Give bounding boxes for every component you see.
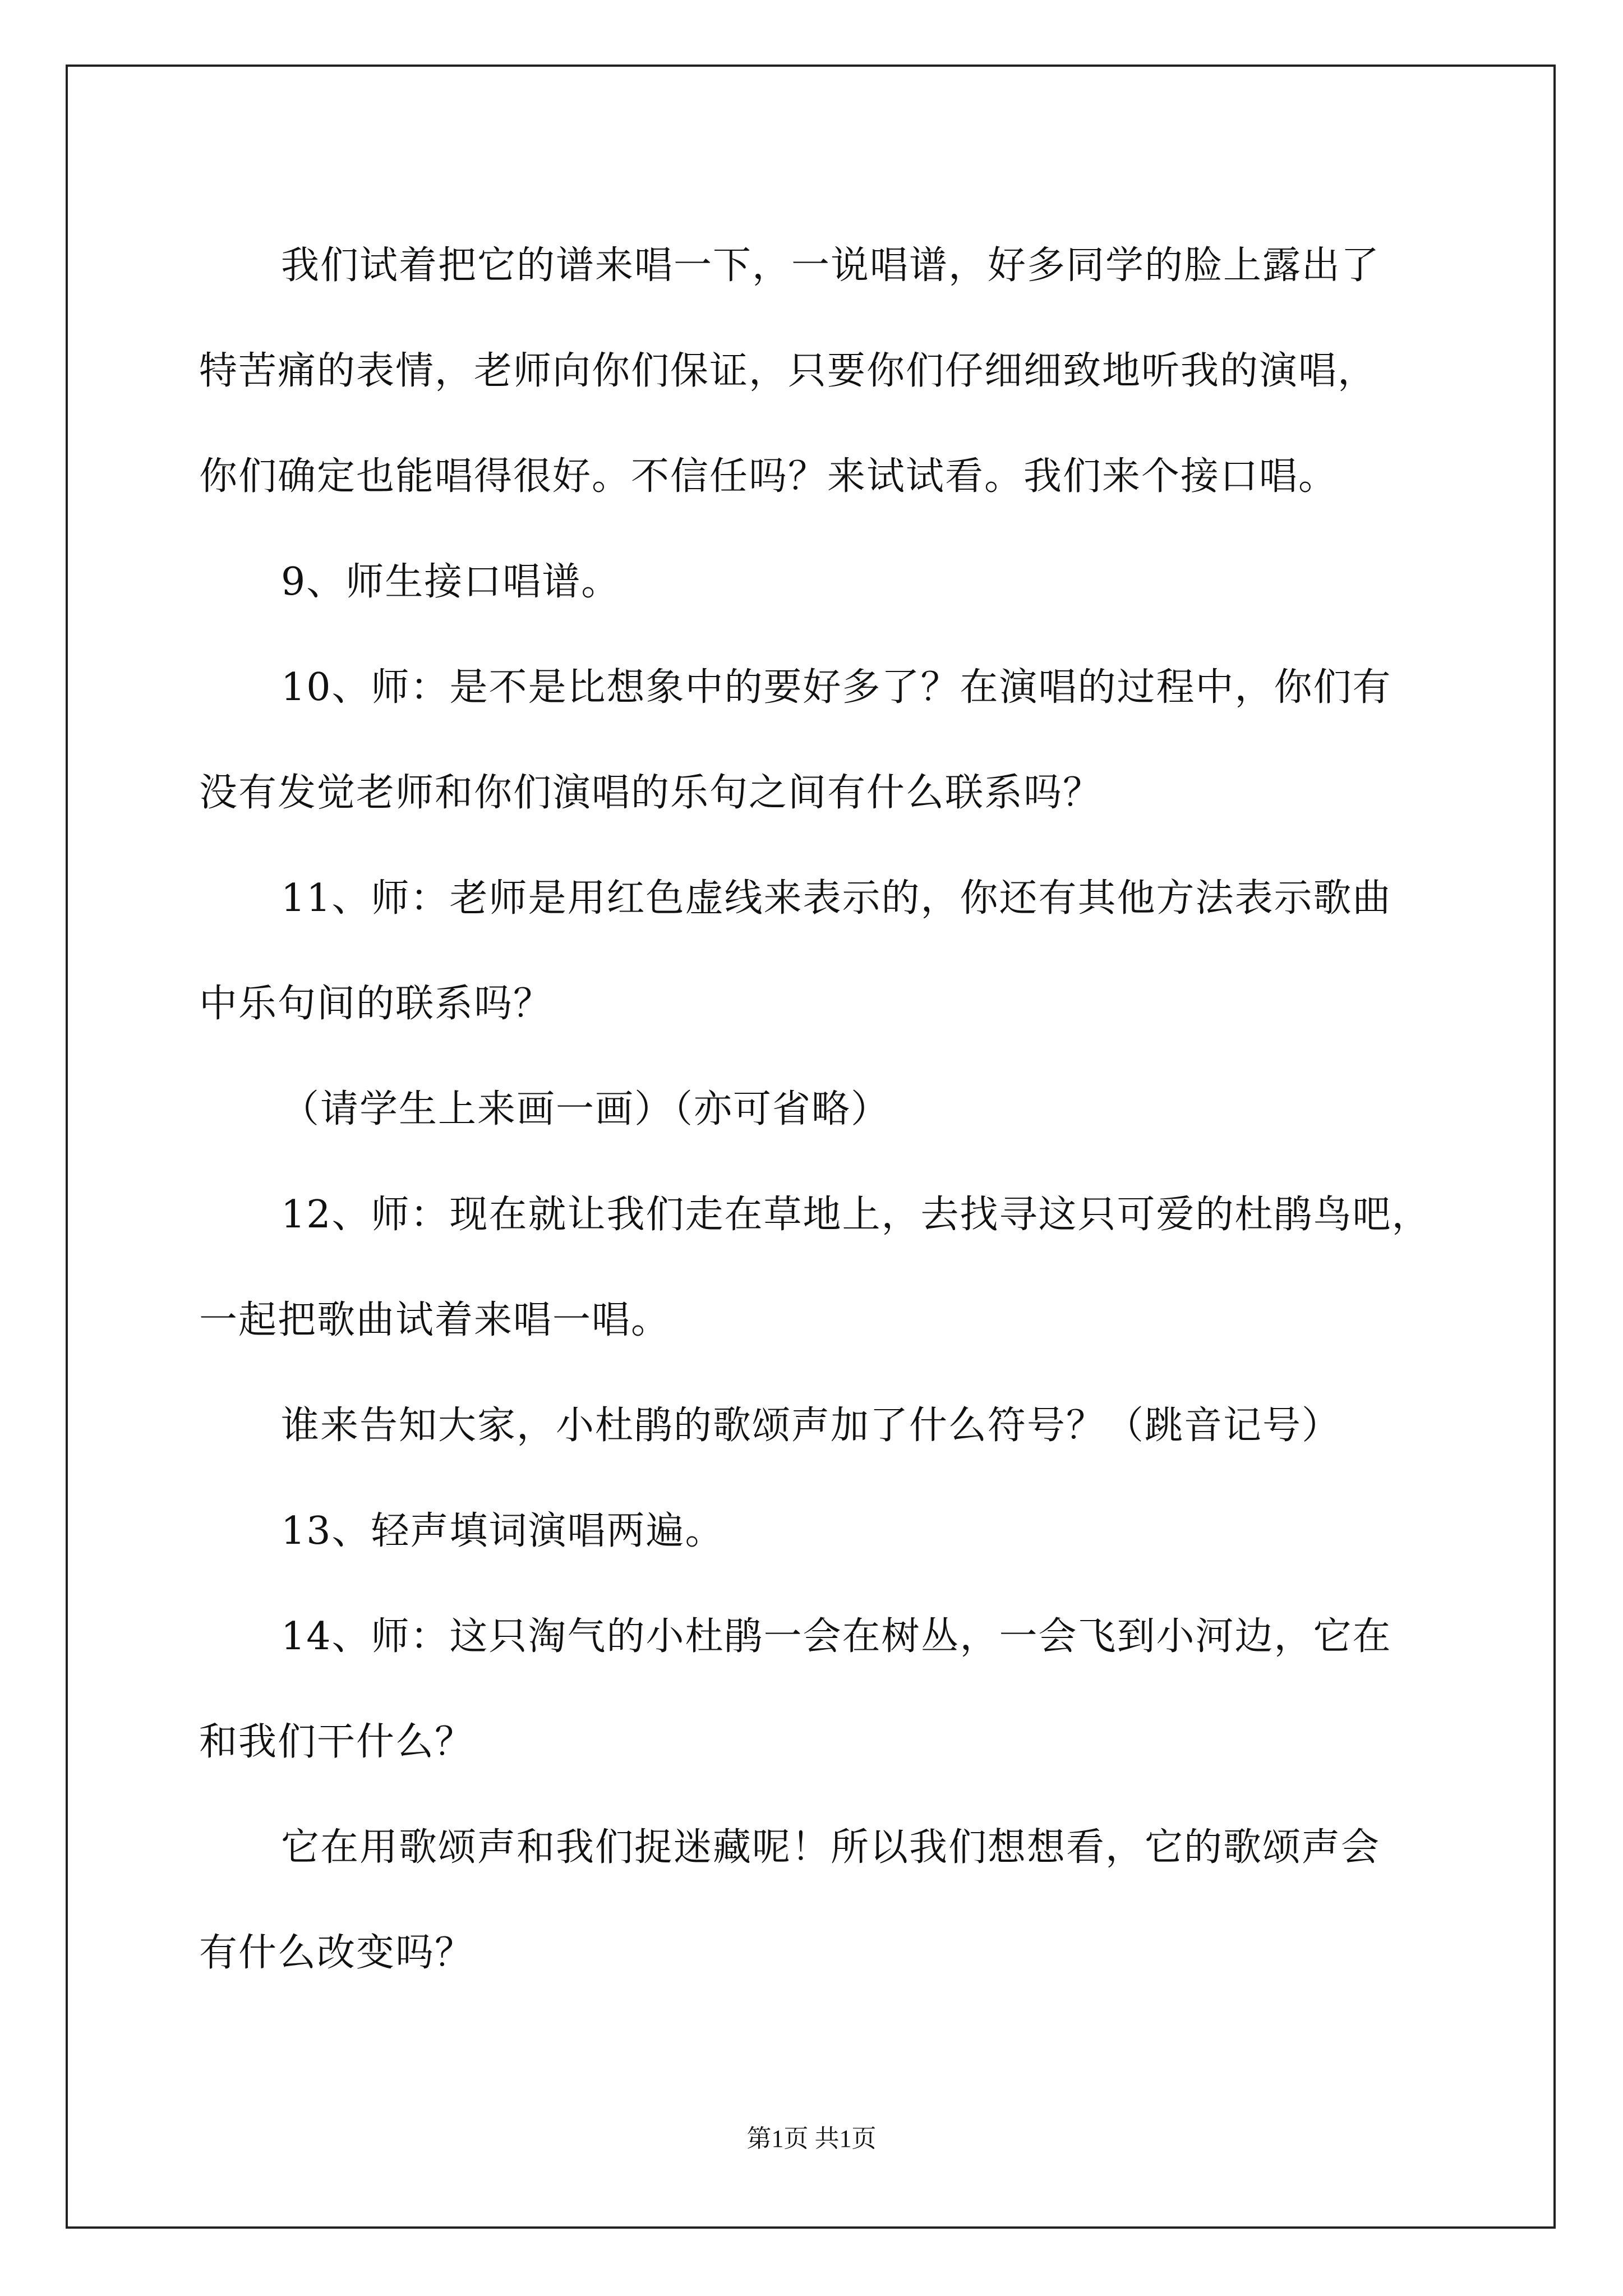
text-line: 我们试着把它的谱来唱一下，一说唱谱，好多同学的脸上露出了 [281, 243, 1381, 288]
text-line: 10、师：是不是比想象中的要好多了？在演唱的过程中，你们有 [281, 665, 1392, 710]
text-line: 14、师：这只淘气的小杜鹃一会在树丛，一会飞到小河边，它在 [281, 1614, 1392, 1659]
text-line: 特苦痛的表情，老师向你们保证，只要你们仔细细致地听我的演唱， [199, 349, 1377, 393]
page-number-footer: 第1页 共1页 [746, 2125, 877, 2152]
text-line: 你们确定也能唱得很好。不信任吗？来试试看。我们来个接口唱。 [199, 454, 1338, 499]
text-line: 它在用歌颂声和我们捉迷藏呢！所以我们想想看，它的歌颂声会 [281, 1825, 1381, 1870]
text-line: 和我们干什么？ [199, 1720, 474, 1764]
text-line: 有什么改变吗？ [199, 1931, 474, 1975]
text-line: 谁来告知大家，小杜鹃的歌颂声加了什么符号？（跳音记号） [281, 1404, 1341, 1448]
text-line: 中乐句间的联系吗？ [199, 982, 553, 1026]
text-line: 11、师：老师是用红色虚线来表示的，你还有其他方法表示歌曲 [281, 876, 1392, 921]
document-body [199, 213, 1444, 2006]
text-line: 一起把歌曲试着来唱一唱。 [199, 1298, 671, 1342]
text-line: 9、师生接口唱谱。 [281, 560, 621, 604]
text-line: 13、轻声填词演唱两遍。 [281, 1509, 725, 1553]
text-line: 12、师：现在就让我们走在草地上，去找寻这只可爱的杜鹃鸟吧， [281, 1193, 1431, 1237]
text-line: （请学生上来画一画）（亦可省略） [281, 1087, 891, 1131]
text-line: 没有发觉老师和你们演唱的乐句之间有什么联系吗？ [199, 771, 1103, 815]
